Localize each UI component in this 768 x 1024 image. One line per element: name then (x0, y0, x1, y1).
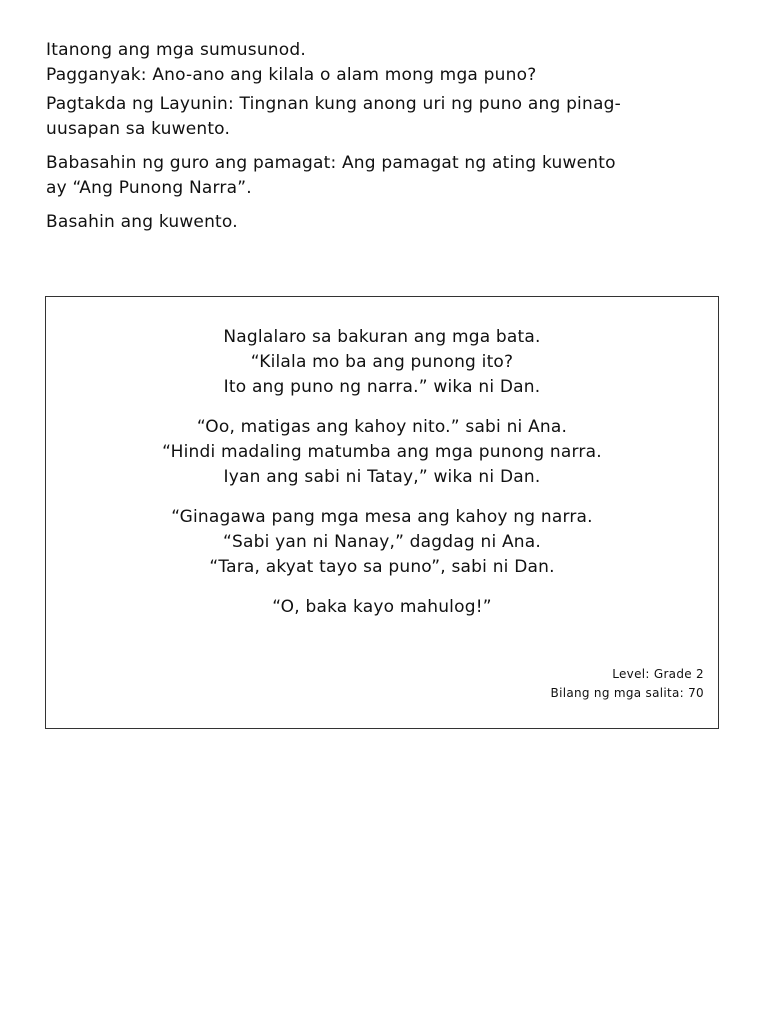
story-line: Iyan ang sabi ni Tatay,” wika ni Dan. (223, 467, 541, 487)
instruction-pamagat-line-2: ay “Ang Punong Narra”. (46, 178, 252, 198)
story-line: “Hindi madaling matumba ang mga punong narra. (162, 442, 602, 462)
instructions (46, 38, 726, 244)
story-line: “Oo, matigas ang kahoy nito.” sabi ni Ana. (196, 417, 568, 437)
instruction-line-pagganyak: Pagganyak: Ano-ano ang kilala o alam mong mga puno? (46, 65, 537, 85)
instruction-layunin (46, 92, 726, 142)
story-line: “Kilala mo ba ang punong ito? (250, 352, 514, 372)
instruction-ask (46, 38, 726, 88)
story-line: “Ginagawa pang mga mesa ang kahoy ng narra. (171, 507, 593, 527)
story-stanza-1 (46, 325, 718, 400)
story-stanza-2 (46, 415, 718, 490)
story-line: “O, baka kayo mahulog!” (272, 597, 492, 617)
instruction-pamagat (46, 151, 726, 201)
instruction-line-itanong: Itanong ang mga sumusunod. (46, 40, 306, 60)
story-line: Ito ang puno ng narra.” wika ni Dan. (223, 377, 541, 397)
story-metadata (551, 665, 704, 703)
story-box (45, 296, 719, 729)
instruction-layunin-line-1: Pagtakda ng Layunin: Tingnan kung anong uri ng puno ang pinag- (46, 94, 621, 114)
word-count: Bilang ng mga salita: 70 (550, 686, 704, 700)
story-line: “Sabi yan ni Nanay,” dagdag ni Ana. (222, 532, 542, 552)
story-line: “Tara, akyat tayo sa puno”, sabi ni Dan. (209, 557, 555, 577)
instruction-pamagat-line-1: Babasahin ng guro ang pamagat: Ang pamagat ng ating kuwento (46, 153, 616, 173)
story-stanza-4 (46, 595, 718, 620)
instruction-layunin-line-2: uusapan sa kuwento. (46, 119, 231, 139)
story-line: Naglalaro sa bakuran ang mga bata. (223, 327, 541, 347)
grade-level: Level: Grade 2 (612, 667, 704, 681)
instruction-basahin: Basahin ang kuwento. (46, 212, 238, 232)
story-text (46, 325, 718, 635)
story-stanza-3 (46, 505, 718, 580)
